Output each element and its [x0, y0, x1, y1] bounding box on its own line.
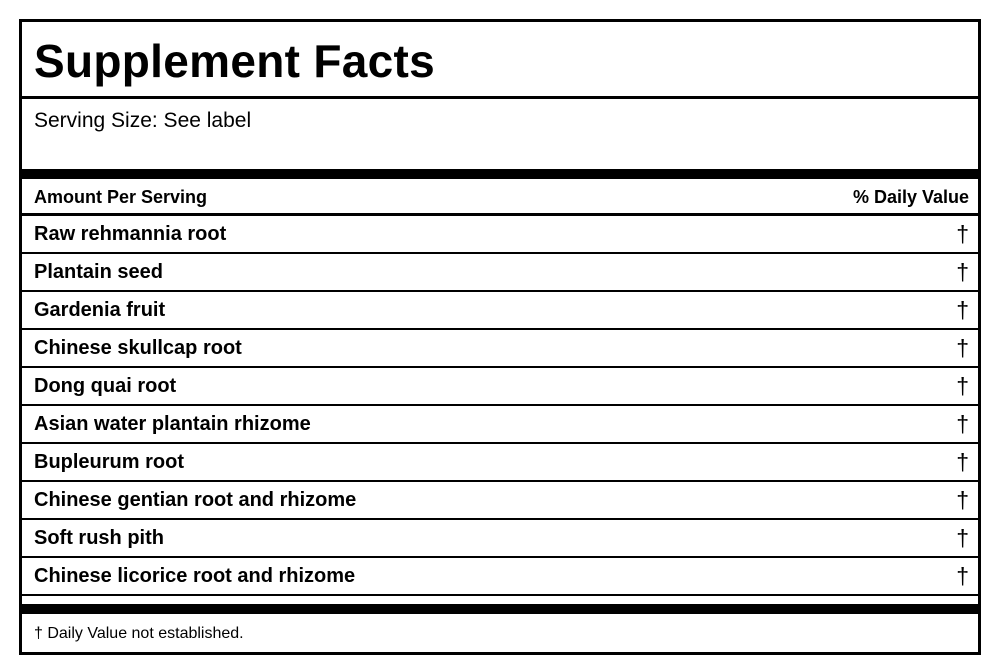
daily-value-dagger: † [956, 525, 969, 551]
daily-value-dagger: † [956, 297, 969, 323]
ingredient-name: Dong quai root [34, 375, 177, 397]
daily-value-footnote: † Daily Value not established. [34, 625, 244, 642]
thick-divider-top [22, 169, 978, 179]
daily-value-header: % Daily Value [852, 187, 969, 207]
ingredient-name: Chinese licorice root and rhizome [34, 565, 356, 587]
daily-value-dagger: † [956, 449, 969, 475]
ingredient-name: Chinese skullcap root [34, 337, 242, 359]
ingredient-row [22, 330, 978, 368]
ingredient-name: Plantain seed [34, 261, 163, 283]
ingredient-name: Soft rush pith [34, 527, 164, 549]
ingredient-row [22, 216, 978, 254]
ingredient-name: Chinese gentian root and rhizome [34, 489, 357, 511]
daily-value-dagger: † [956, 411, 969, 437]
amount-per-serving-header: Amount Per Serving [34, 187, 208, 207]
ingredient-row [22, 254, 978, 292]
daily-value-dagger: † [956, 373, 969, 399]
ingredient-row [22, 368, 978, 406]
serving-size-row [22, 99, 978, 169]
daily-value-dagger: † [956, 259, 969, 285]
ingredient-row [22, 558, 978, 596]
ingredient-list [22, 216, 978, 596]
supplement-facts-panel [19, 19, 981, 655]
title-row [22, 22, 978, 99]
ingredient-name: Gardenia fruit [34, 299, 166, 321]
ingredient-row [22, 406, 978, 444]
ingredient-row [22, 482, 978, 520]
serving-size-text: Serving Size: See label [34, 109, 252, 132]
daily-value-dagger: † [956, 221, 969, 247]
ingredient-name: Asian water plantain rhizome [34, 413, 311, 435]
ingredient-row [22, 292, 978, 330]
ingredient-row [22, 520, 978, 558]
column-header-row [22, 179, 978, 216]
ingredient-row [22, 444, 978, 482]
ingredient-name: Bupleurum root [34, 451, 184, 473]
footnote-row [22, 614, 978, 652]
daily-value-dagger: † [956, 335, 969, 361]
daily-value-dagger: † [956, 563, 969, 589]
thick-divider-bottom [22, 604, 978, 614]
empty-spacer-row [22, 596, 978, 604]
daily-value-dagger: † [956, 487, 969, 513]
panel-title: Supplement Facts [34, 35, 435, 87]
ingredient-name: Raw rehmannia root [34, 223, 227, 245]
